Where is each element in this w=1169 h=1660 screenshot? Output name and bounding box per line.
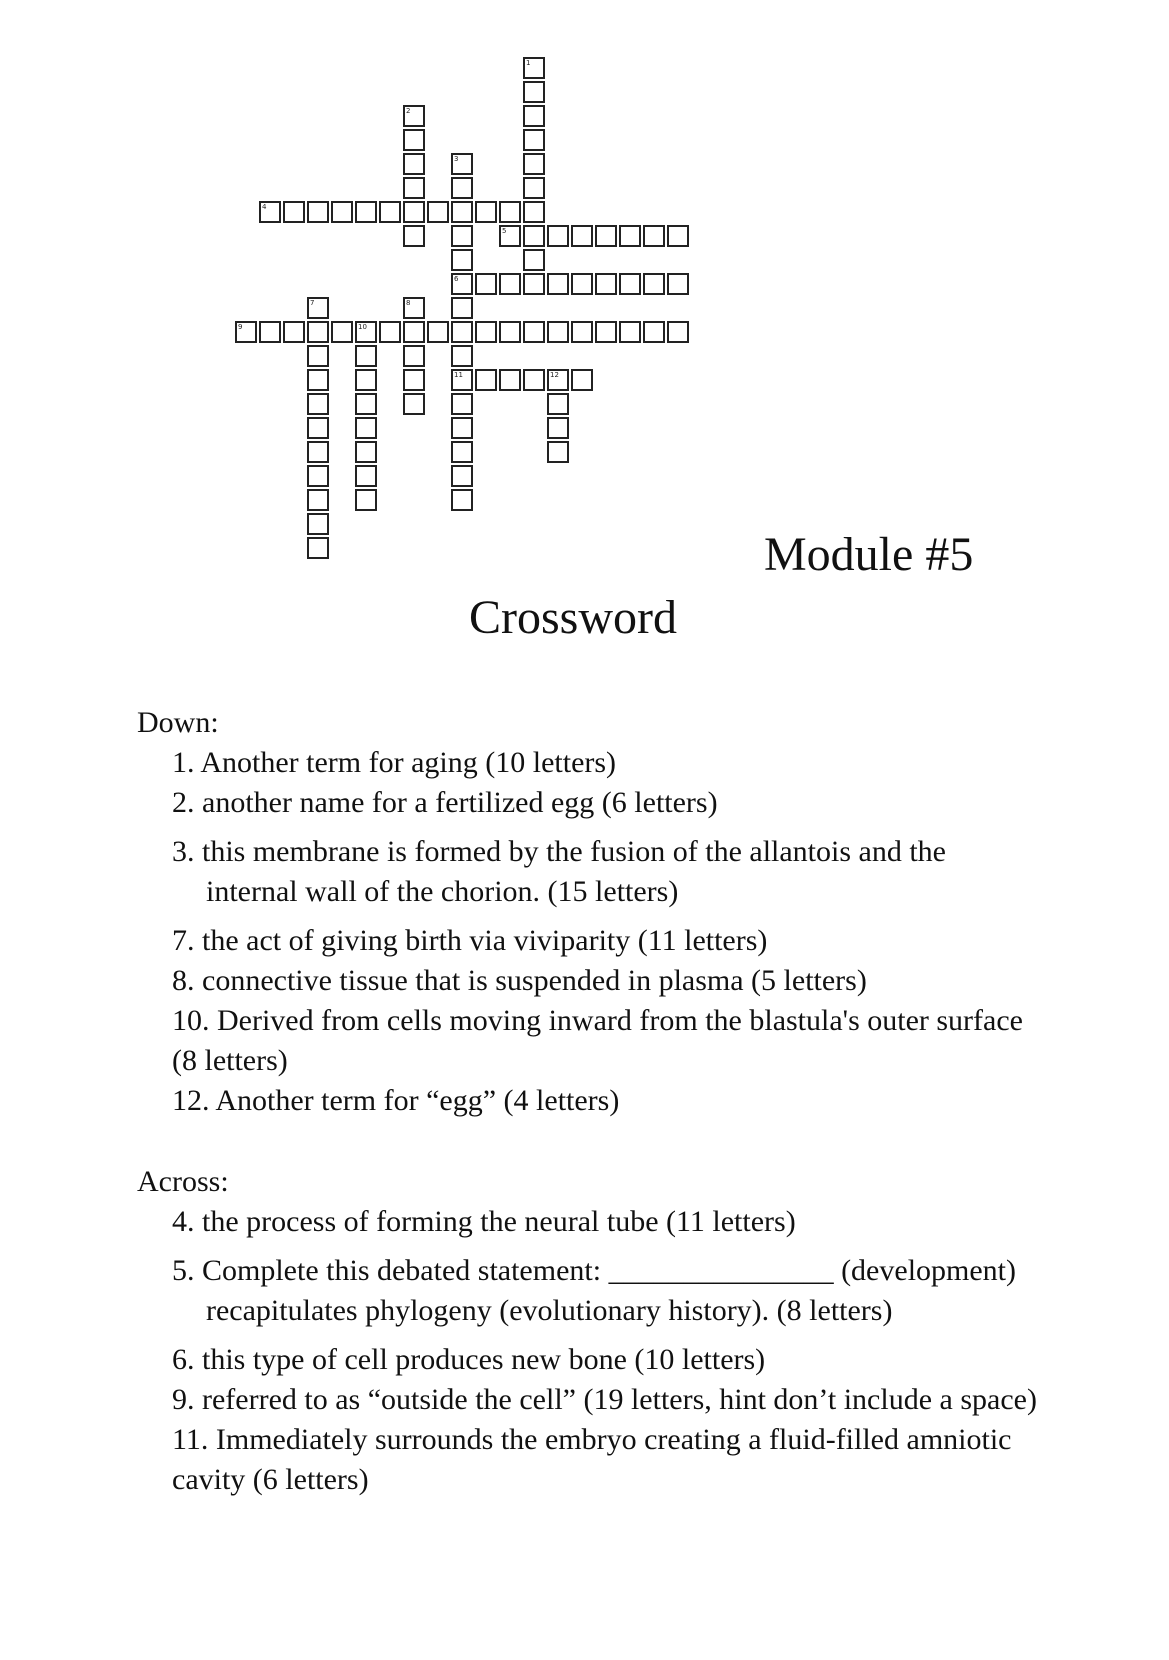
grid-cell — [451, 201, 473, 223]
grid-cell — [451, 225, 473, 247]
grid-cell — [523, 177, 545, 199]
grid-cell — [403, 393, 425, 415]
grid-cell — [307, 513, 329, 535]
across-clues — [137, 1162, 1037, 1500]
grid-cell — [451, 321, 473, 343]
grid-cell — [403, 321, 425, 343]
grid-cell — [571, 273, 593, 295]
clue-number-1: 1 — [526, 59, 531, 67]
grid-cell — [403, 225, 425, 247]
clue-number-11: 11 — [454, 371, 463, 379]
grid-cell — [523, 153, 545, 175]
grid-cell — [331, 201, 353, 223]
grid-cell — [451, 297, 473, 319]
grid-cell — [283, 321, 305, 343]
grid-cell — [523, 225, 545, 247]
clue-number-3: 3 — [454, 155, 459, 163]
clue-number-5: 5 — [502, 227, 507, 235]
grid-cell — [355, 417, 377, 439]
grid-cell — [571, 321, 593, 343]
grid-cell — [307, 417, 329, 439]
grid-cell — [427, 201, 449, 223]
down-clue-12: 12. Another term for “egg” (4 letters) — [172, 1084, 620, 1117]
across-clue-9: 9. referred to as “outside the cell” (19 letters, hint don’t include a space) — [172, 1383, 1037, 1416]
grid-cell — [667, 225, 689, 247]
grid-cell — [451, 393, 473, 415]
grid-cell — [331, 321, 353, 343]
grid-cell — [307, 393, 329, 415]
grid-cell — [403, 201, 425, 223]
grid-cell — [475, 321, 497, 343]
clue-number-7: 7 — [310, 299, 315, 307]
grid-cell — [547, 225, 569, 247]
grid-cell — [667, 321, 689, 343]
clue-number-2: 2 — [406, 107, 411, 115]
grid-cell — [307, 201, 329, 223]
grid-cell — [523, 129, 545, 151]
grid-cell — [523, 369, 545, 391]
grid-cell — [379, 201, 401, 223]
grid-cell — [547, 273, 569, 295]
across-clue-4: 4. the process of forming the neural tube (11 letters) — [172, 1205, 796, 1238]
grid-cell — [619, 321, 641, 343]
grid-cell — [475, 201, 497, 223]
grid-cell — [355, 393, 377, 415]
clue-number-10: 10 — [358, 323, 367, 331]
grid-cell — [619, 225, 641, 247]
grid-cell — [523, 105, 545, 127]
clue-number-8: 8 — [406, 299, 411, 307]
grid-cell — [547, 393, 569, 415]
grid-cell — [619, 273, 641, 295]
grid-cell — [307, 345, 329, 367]
grid-cell — [451, 345, 473, 367]
grid-cell — [403, 153, 425, 175]
grid-cell — [499, 273, 521, 295]
grid-cell — [307, 489, 329, 511]
grid-cell — [403, 177, 425, 199]
down-clue-8: 8. connective tissue that is suspended in plasma (5 letters) — [172, 964, 867, 997]
grid-cell — [355, 345, 377, 367]
grid-cell — [523, 321, 545, 343]
across-heading: Across: — [137, 1165, 229, 1198]
grid-cell — [355, 441, 377, 463]
down-clue-7: 7. the act of giving birth via viviparity (11 letters) — [172, 924, 768, 957]
grid-cell — [403, 369, 425, 391]
grid-cell — [427, 321, 449, 343]
grid-cell — [451, 177, 473, 199]
grid-cell — [451, 489, 473, 511]
grid-cell — [571, 369, 593, 391]
grid-cell — [307, 441, 329, 463]
grid-cell — [307, 321, 329, 343]
grid-cell — [355, 465, 377, 487]
grid-cell — [259, 321, 281, 343]
grid-cell — [451, 417, 473, 439]
grid-cell — [355, 489, 377, 511]
grid-cell — [403, 129, 425, 151]
grid-cell — [595, 321, 617, 343]
grid-cell — [379, 321, 401, 343]
grid-cell — [307, 369, 329, 391]
grid-cell — [523, 81, 545, 103]
grid-cell — [283, 201, 305, 223]
clue-number-4: 4 — [262, 203, 267, 211]
grid-cell — [355, 201, 377, 223]
grid-cell — [571, 225, 593, 247]
down-clues — [137, 703, 1037, 1121]
grid-cell — [643, 273, 665, 295]
down-clue-1: 1. Another term for aging (10 letters) — [172, 746, 617, 779]
grid-cell — [403, 345, 425, 367]
down-heading: Down: — [137, 706, 219, 739]
grid-cell — [643, 225, 665, 247]
grid-cell — [451, 249, 473, 271]
grid-cell — [523, 273, 545, 295]
across-clue-6: 6. this type of cell produces new bone (10 letters) — [172, 1343, 766, 1376]
grid-cell — [523, 249, 545, 271]
across-clue-11: 11. Immediately surrounds the embryo creating a fluid-filled amniotic cavity (6 letters) — [172, 1423, 1012, 1496]
crossword-title: Crossword — [469, 591, 678, 644]
grid-cell — [307, 537, 329, 559]
grid-cell — [643, 321, 665, 343]
grid-cell — [475, 273, 497, 295]
clue-number-6: 6 — [454, 275, 459, 283]
grid-cell — [523, 201, 545, 223]
grid-cell — [451, 441, 473, 463]
clue-number-9: 9 — [238, 323, 243, 331]
grid-cell — [595, 225, 617, 247]
grid-cell — [475, 369, 497, 391]
grid-cell — [499, 369, 521, 391]
grid-cell — [499, 201, 521, 223]
grid-cell — [451, 465, 473, 487]
grid-cell — [547, 417, 569, 439]
down-clue-10: 10. Derived from cells moving inward from the blastula's outer surface (8 letters) — [172, 1004, 1023, 1077]
down-clue-3: 3. this membrane is formed by the fusion of the allantois and the internal wall of the chorion. (15 letters) — [172, 835, 946, 908]
grid-cell — [547, 441, 569, 463]
across-clue-5: 5. Complete this debated statement: _______________ (development) recapitulates phylogeny (evolutionary history). (8 letters) — [172, 1254, 1016, 1327]
grid-cell — [547, 321, 569, 343]
grid-cell — [595, 273, 617, 295]
grid-cell — [307, 465, 329, 487]
grid-cell — [499, 321, 521, 343]
down-clue-2: 2. another name for a fertilized egg (6 letters) — [172, 786, 718, 819]
grid-cell — [667, 273, 689, 295]
module-title: Module #5 — [764, 528, 974, 581]
clue-number-12: 12 — [550, 371, 559, 379]
grid-cell — [355, 369, 377, 391]
